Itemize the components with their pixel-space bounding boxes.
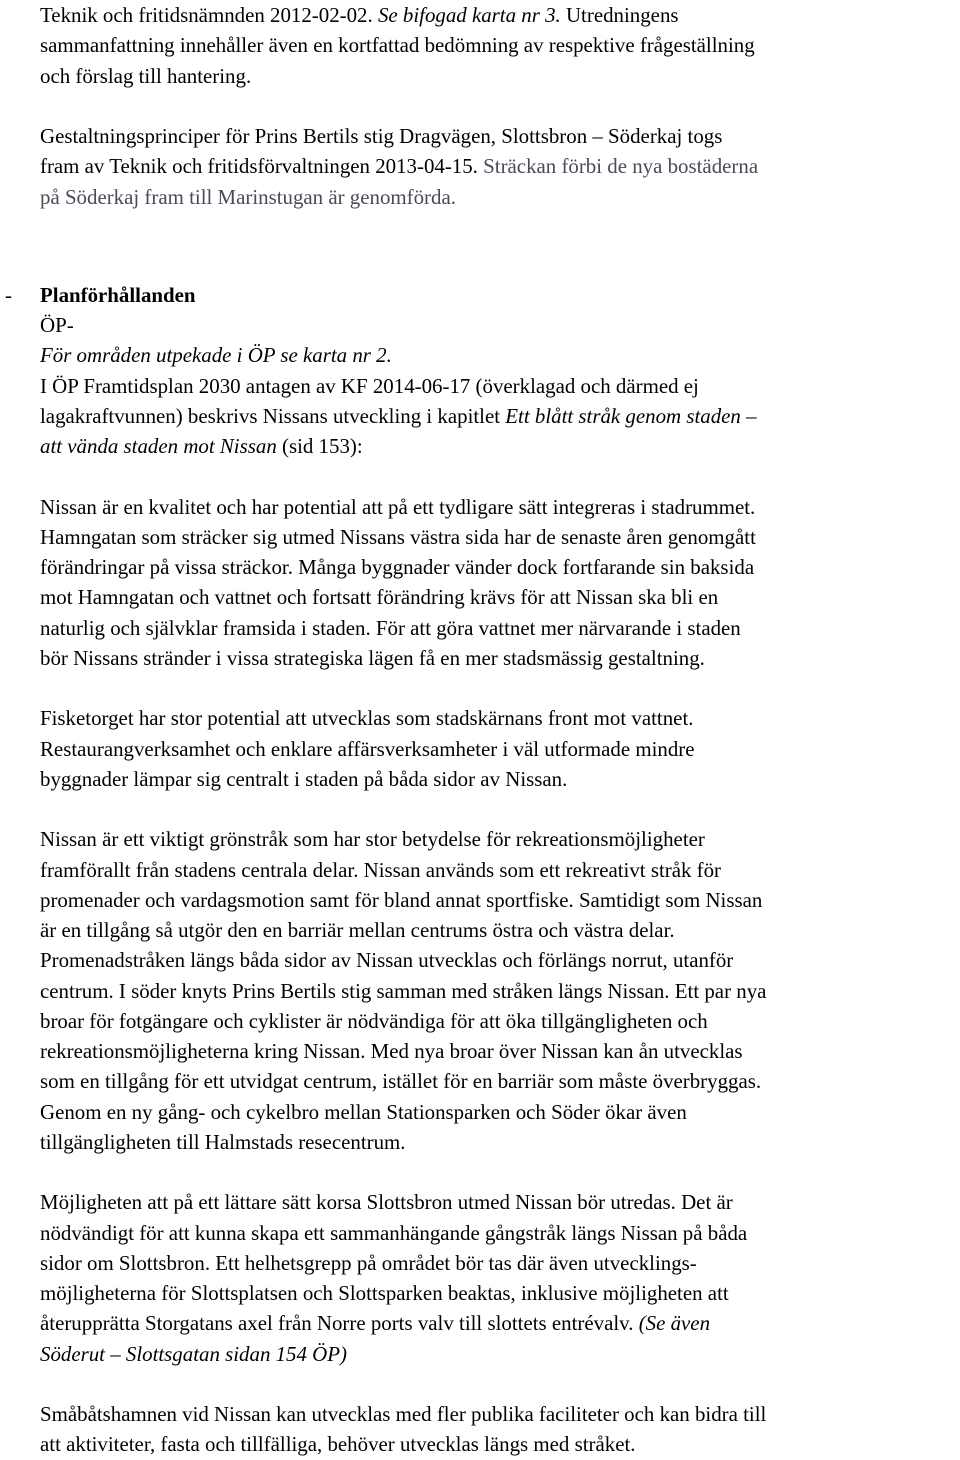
text-line: rekreationsmöjligheterna kring Nissan. Med nya broar över Nissan kan ån utvecklas [40, 1039, 743, 1063]
spacer [40, 1157, 960, 1187]
paragraph-4 [40, 1187, 958, 1369]
text-line: framförallt från stadens centrala delar. Nissan används som ett rekreativt stråk för [40, 857, 722, 882]
text-line: är en tillgång så utgör den en barriär mellan centrums östra och västra delar. [40, 918, 675, 942]
text-line: sidor om Slottsbron. Ett helhetsgrepp på området bör tas där även utvecklings- [40, 1250, 697, 1275]
text-line: Nissan är ett viktigt grönstråk som har stor betydelse för rekreationsmöjligheter [40, 827, 705, 852]
text-line: mot Hamngatan och vattnet och fortsatt förändring krävs för att Nissan ska bli en [40, 585, 719, 610]
text-line: centrum. I söder knyts Prins Bertils stig samman med stråken längs Nissan. Ett par nya [40, 978, 767, 1003]
text-line: Genom en ny gång- och cykelbro mellan Stationsparken och Söder ökar även [40, 1099, 687, 1124]
section-subtitle: ÖP- [40, 313, 74, 337]
text-segment: återupprätta Storgatans axel från Norre ports valv till slottets entrévalv. [40, 1311, 639, 1336]
text-line: Promenadstråken längs båda sidor av Nissan utvecklas och förlängs norrut, utanför [40, 948, 734, 973]
chapter-title: Ett blått stråk genom staden – [505, 403, 757, 428]
spacer [40, 794, 960, 824]
gestalt-text: fram av Teknik och fritidsförvaltningen 2013-04-15. [40, 154, 484, 179]
gestalt-line: Gestaltningsprinciper för Prins Bertils stig Dragvägen, Slottsbron – Söderkaj togs [40, 124, 723, 148]
cross-reference: (Se även [638, 1311, 711, 1336]
gestalt-line: på Söderkaj fram till Marinstugan är genomförda. [40, 184, 456, 209]
spacer [40, 673, 960, 703]
paragraph-1 [40, 492, 958, 674]
section-heading-block [5, 280, 960, 371]
text-line: nödvändigt för att kunna skapa ett sammanhängande gångstråk längs Nissan på båda [40, 1220, 748, 1245]
intro-line: och förslag till hantering. [40, 63, 252, 88]
text-line: möjligheterna för Slottsplatsen och Slottsparken beaktas, inklusive möjligheten att [40, 1281, 729, 1305]
spacer [40, 258, 960, 280]
op-line [40, 431, 958, 461]
op-line: I ÖP Framtidsplan 2030 antagen av KF 2014-06-17 (överklagad och därmed ej [40, 373, 699, 398]
op-text: lagakraftvunnen) beskrivs Nissans utveckling i kapitlet [40, 403, 506, 428]
chapter-title: att vända staden mot Nissan [40, 434, 277, 458]
text-line: tillgängligheten till Halmstads resecentrum. [40, 1129, 406, 1154]
text-line: Fisketorget har stor potential att utvecklas som stadskärnans front mot vattnet. [40, 706, 694, 731]
text-line: förändringar på vissa sträckor. Många byggnader vänder dock fortfarande sin baksida [40, 555, 755, 579]
section-title: Planförhållanden [40, 282, 196, 307]
intro-text: Teknik och fritidsnämnden 2012-02-02. [40, 3, 378, 27]
map-reference: Se bifogad karta nr 3. [377, 3, 561, 27]
text-line: bör Nissans stränder i vissa strategiska lägen få en mer stadsmässig gestaltning. [40, 645, 705, 670]
op-paragraph [40, 371, 958, 462]
text-line: Nissan är en kvalitet och har potential att på ett tydligare sätt integreras i stadrummet. [40, 494, 756, 519]
gestalt-line [40, 151, 958, 181]
bullet-dash: - [5, 282, 12, 307]
paragraph-2 [40, 703, 958, 794]
gestalt-paragraph [40, 121, 958, 212]
text-line: naturlig och självklar framsida i staden. För att göra vattnet mer närvarande i staden [40, 615, 741, 640]
spacer [40, 461, 960, 491]
op-text: (sid 153): [276, 434, 363, 458]
paragraph-3 [40, 824, 958, 1157]
intro-paragraph [40, 0, 958, 91]
spacer [40, 1369, 960, 1399]
text-line [40, 1308, 958, 1338]
intro-line: sammanfattning innehåller även en kortfattad bedömning av respektive frågeställning [40, 33, 755, 58]
intro-line [40, 0, 958, 30]
text-line: Småbåtshamnen vid Nissan kan utvecklas med fler publika faciliteter och kan bidra till [40, 1402, 767, 1426]
op-line [40, 401, 958, 431]
text-line: som en tillgång för ett utvidgat centrum, istället för en barriär som måste överbryggas. [40, 1069, 762, 1094]
section-note: För områden utpekade i ÖP se karta nr 2. [40, 343, 392, 368]
text-line: Möjligheten att på ett lättare sätt korsa Slottsbron utmed Nissan bör utredas. Det är [40, 1190, 733, 1215]
text-line: Hamngatan som sträcker sig utmed Nissans västra sida har de senaste åren genomgått [40, 524, 756, 549]
gestalt-text-highlight: Sträckan förbi de nya bostäderna [483, 154, 759, 179]
paragraph-5 [40, 1399, 958, 1460]
text-line: promenader och vardagsmotion samt för bland annat sportfiske. Samtidigt som Nissan [40, 887, 763, 912]
intro-text: Utredningens [560, 3, 679, 27]
spacer [40, 212, 960, 258]
text-line: byggnader lämpar sig centralt i staden på båda sidor av Nissan. [40, 766, 568, 791]
spacer [40, 91, 960, 121]
text-line: Restaurangverksamhet och enklare affärsverksamheter i väl utformade mindre [40, 736, 695, 761]
text-line: att aktiviteter, fasta och tillfälliga, behöver utvecklas längs med stråket. [40, 1432, 636, 1457]
cross-reference: Söderut – Slottsgatan sidan 154 ÖP) [40, 1341, 347, 1366]
text-line: broar för fotgängare och cyklister är nödvändiga för att öka tillgängligheten och [40, 1008, 708, 1033]
